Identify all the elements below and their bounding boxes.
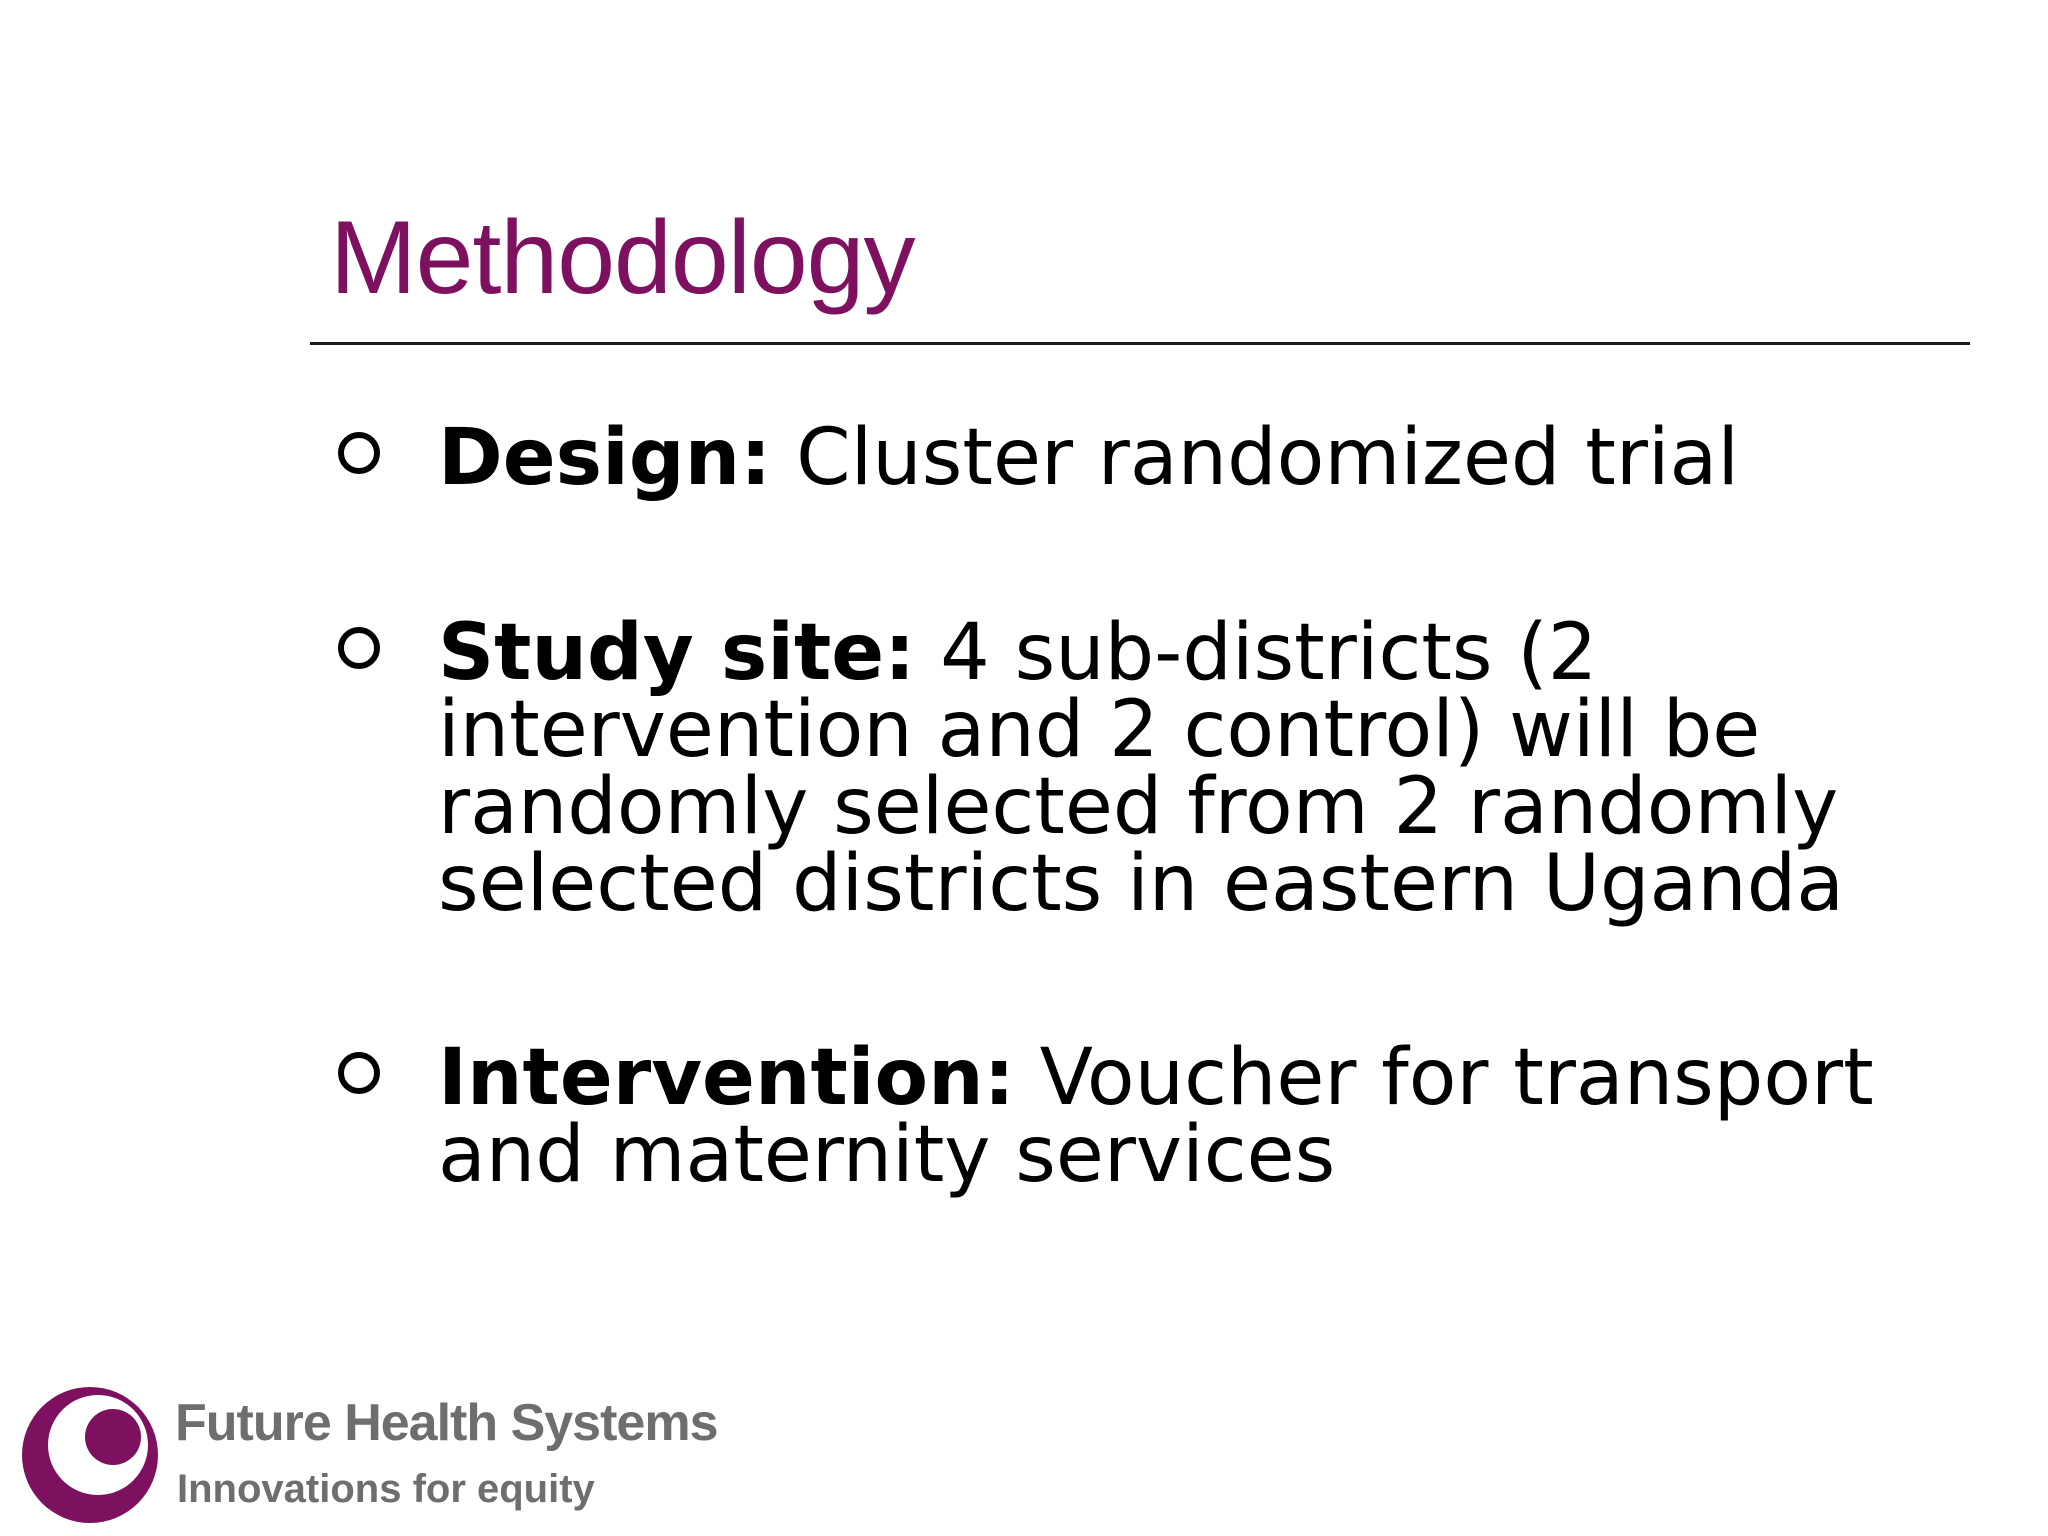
title-divider (310, 342, 1970, 345)
hollow-circle-bullet-icon (338, 432, 380, 474)
bullet-text (438, 413, 1968, 503)
bullet-text (438, 1033, 1968, 1200)
logo-tagline: Innovations for equity (177, 1467, 595, 1511)
future-health-systems-logo (20, 1385, 780, 1525)
bullet-label: Intervention: (438, 1033, 1015, 1123)
bullet-body: 4 sub-districts (2 intervention and 2 control) will be randomly selected from 2 randomly selected districts in eastern Uganda (438, 608, 1845, 929)
hollow-circle-bullet-icon (338, 627, 380, 669)
bullet-label: Study site: (438, 608, 916, 698)
slide-title: Methodology (330, 200, 915, 316)
bullet-label: Design: (438, 413, 772, 503)
bullet-text (438, 608, 1968, 929)
logo-name: Future Health Systems (175, 1394, 718, 1452)
crescent-logo-icon (20, 1385, 160, 1525)
bullet-body: Voucher for transport and maternity services (438, 1033, 1874, 1200)
hollow-circle-bullet-icon (338, 1052, 380, 1094)
bullet-body: Cluster randomized trial (771, 413, 1740, 503)
